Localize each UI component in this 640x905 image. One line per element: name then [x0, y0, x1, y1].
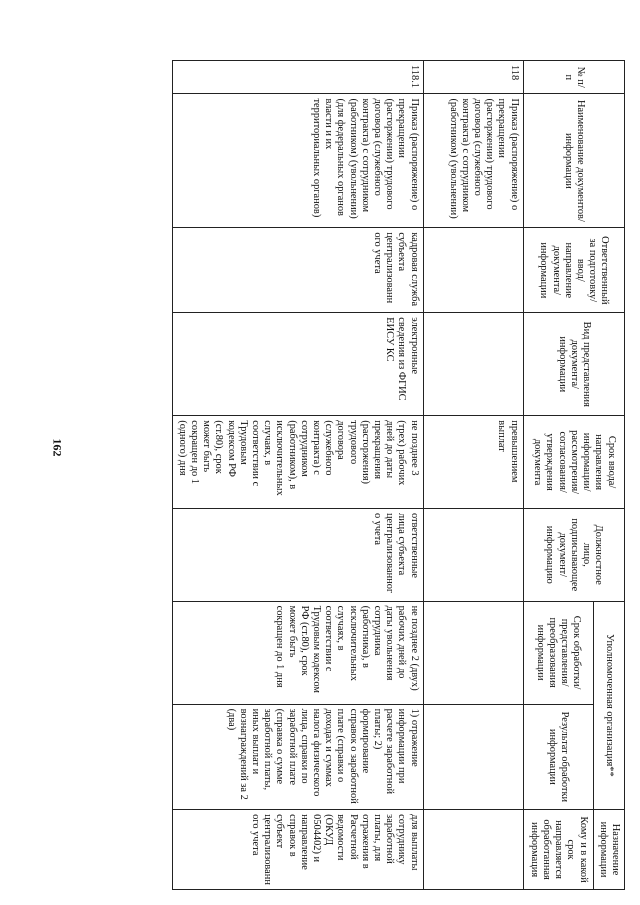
header-view: Вид представления документа/ информации	[523, 313, 624, 416]
table-row	[423, 61, 523, 890]
header-official: Должностное лицо, подписывающее документ/ информацию	[523, 508, 624, 601]
row-no: 118.1	[172, 61, 423, 94]
row-auth-result: 1) отражение информации при расчете заработной платы; 2) формирование справок о заработной плате (справки о доходах и суммах налога физического лица, справки по заработной плате (справка о сумме заработной платы, иных выплат и вознаграждений за 2 (два)	[172, 704, 423, 810]
row-no: 118	[423, 61, 523, 94]
header-authorized-org: Уполномоченная организация**	[593, 601, 624, 810]
table-row	[172, 61, 423, 890]
row-auth-term	[423, 601, 523, 704]
row-term: превышением выплат	[423, 416, 523, 509]
header-auth-term: Срок обработки/ представления/ преобразования информации	[523, 601, 593, 704]
header-auth-result: Результат обработки информации	[523, 704, 593, 810]
row-responsible: кадровая служба субъекта централизованного учета	[172, 228, 423, 313]
header-term: Срок ввода/ направления информации/ рассмотрения/ согласования/ утверждения документа	[523, 416, 624, 509]
header-purpose: Назначение информации	[593, 810, 624, 890]
header-no: № п/п	[523, 61, 624, 94]
document-table	[172, 60, 625, 890]
row-responsible	[423, 228, 523, 313]
page-number: 162	[50, 438, 65, 457]
row-view	[423, 313, 523, 416]
header-where: Кому и в какой срок направляется обработанная информация	[523, 810, 593, 890]
row-view: электронные сведения из ФГИС ЕИСУ КС	[172, 313, 423, 416]
row-name: Приказ (распоряжение) о прекращении (расторжении) трудового договора (служебного контракта) с сотрудником (работником) (увольнении)	[423, 94, 523, 228]
header-name: Наименование документов/информации	[523, 94, 624, 228]
row-name: Приказ (распоряжение) о прекращении (расторжении) трудового договора (служебного контракта) с сотрудником (работником) (увольнении) (для федеральных органов власти и их территориальных органов)	[172, 94, 423, 228]
header-responsible: Ответственный за подготовку/ ввод/ направление документа/ информации	[523, 228, 624, 313]
row-auth-term: не позднее 2 (двух) рабочих дней до даты увольнения сотрудника (работника), в исключительных случаях, в соответствии с Трудовым кодексом РФ (ст.80), срок может быть сокращен до 1 дня	[172, 601, 423, 704]
row-where	[423, 810, 523, 890]
rotated-table-container	[176, 60, 625, 890]
row-official: ответственные лица субъекта централизованного учета	[172, 508, 423, 601]
row-official	[423, 508, 523, 601]
row-term: не позднее 3 (трех) рабочих дней до даты прекращения (расторжения) трудового договора (служебного контракта) с сотрудником (работником), в исключительных случаях, в соответствии с Трудовым кодексом РФ (ст.80), срок может быть сокращен до 1 (одного) дня	[172, 416, 423, 509]
row-auth-result	[423, 704, 523, 810]
row-where: для выплаты сотруднику заработной платы, для отражения в Расчетной ведомости (ОКУД 0504402) и направление справок в субъект централизованного учета	[172, 810, 423, 890]
